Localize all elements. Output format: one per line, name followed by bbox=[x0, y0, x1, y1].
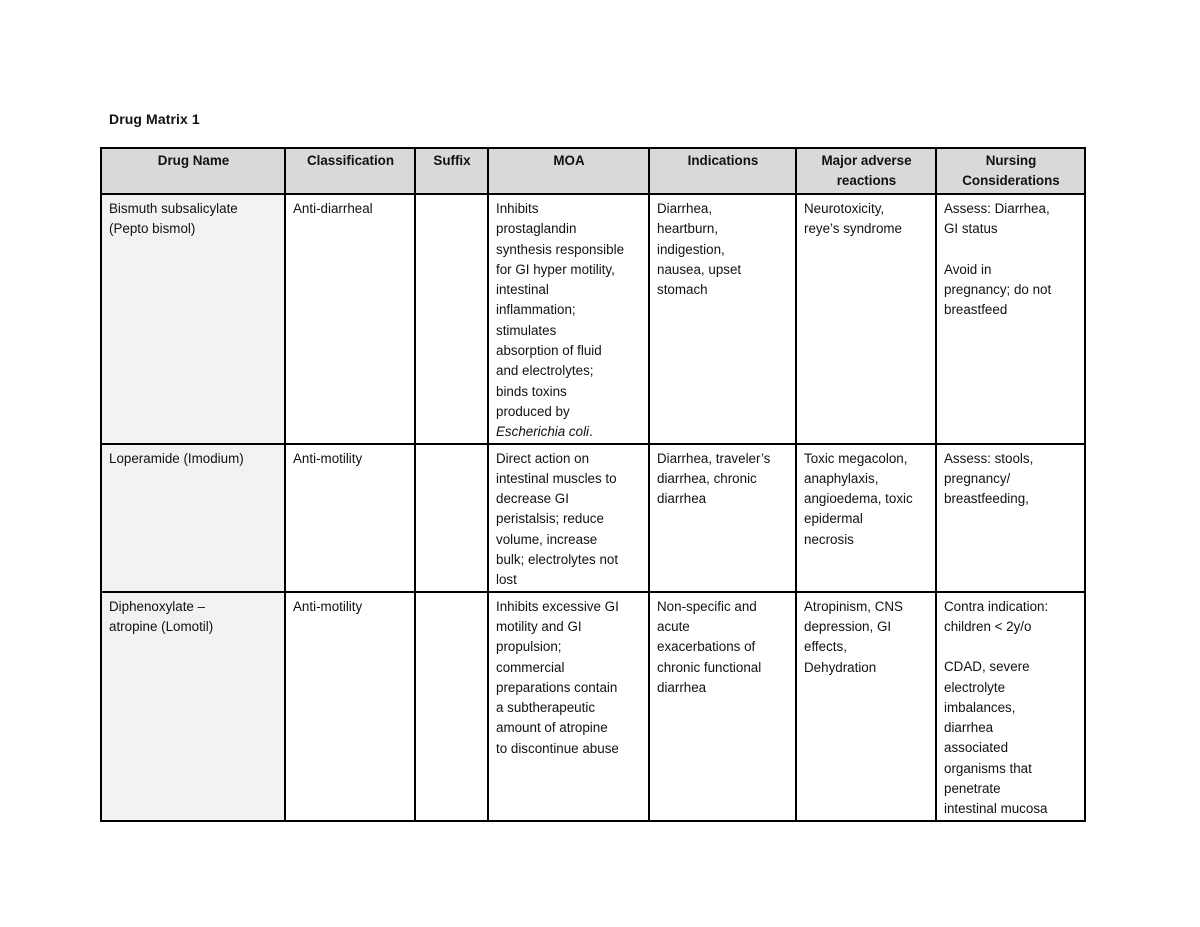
header-label: Drug Name bbox=[157, 153, 230, 168]
cell-nursing-considerations bbox=[936, 444, 1085, 592]
header-classification bbox=[285, 148, 415, 194]
cell-text: Inhibits excessive GI motility and GI propulsion; commercial preparations contain a subtherapeutic amount of atropine to discontinue abuse bbox=[496, 598, 619, 756]
cell-text: Loperamide (Imodium) bbox=[109, 450, 244, 466]
cell-text: Avoid in pregnancy; do not breastfeed bbox=[944, 261, 1052, 318]
cell-nursing-considerations bbox=[936, 592, 1085, 821]
cell-drug-name bbox=[101, 592, 285, 821]
cell-text: Inhibits prostaglandin synthesis responsible for GI hyper motility, intestinal inflammation; stimulates absorption of fluid and electrolytes; binds toxins produced by bbox=[496, 201, 625, 419]
cell-text: Assess: stools, pregnancy/ breastfeeding, bbox=[944, 450, 1034, 507]
header-suffix bbox=[415, 148, 488, 194]
cell-drug-name bbox=[101, 194, 285, 444]
cell-text: Diphenoxylate – atropine (Lomotil) bbox=[109, 598, 214, 634]
header-label: Major adverse reactions bbox=[821, 153, 912, 189]
cell-suffix bbox=[415, 444, 488, 592]
cell-text: Anti-motility bbox=[293, 598, 363, 614]
cell-text: CDAD, severe electrolyte imbalances, diarrhea associated organisms that penetrate intestinal mucosa bbox=[944, 659, 1048, 817]
drug-matrix-table bbox=[100, 147, 1086, 822]
header-row bbox=[101, 148, 1085, 194]
cell-suffix bbox=[415, 194, 488, 444]
cell-text-italic: Escherichia coli bbox=[496, 424, 590, 440]
cell-text: Non-specific and acute exacerbations of chronic functional diarrhea bbox=[657, 598, 762, 695]
cell-text: Toxic megacolon, anaphylaxis, angioedema, toxic epidermal necrosis bbox=[804, 450, 913, 547]
cell-text: Diarrhea, heartburn, indigestion, nausea, upset stomach bbox=[657, 201, 742, 298]
cell-text: Anti-diarrheal bbox=[293, 201, 373, 216]
cell-moa bbox=[488, 592, 649, 821]
cell-text: Contra indication: children < 2y/o bbox=[944, 598, 1049, 634]
header-label: Suffix bbox=[433, 153, 471, 168]
cell-text: Assess: Diarrhea, GI status bbox=[944, 201, 1050, 237]
cell-nursing-considerations bbox=[936, 194, 1085, 444]
cell-text: Atropinism, CNS depression, GI effects, Dehydration bbox=[804, 598, 903, 675]
paragraph-gap bbox=[944, 240, 1078, 260]
header-label: Indications bbox=[687, 153, 759, 168]
header-label: Classification bbox=[306, 153, 395, 168]
cell-classification bbox=[285, 444, 415, 592]
cell-moa bbox=[488, 444, 649, 592]
document-title: Drug Matrix 1 bbox=[109, 111, 200, 127]
header-adverse-reactions bbox=[796, 148, 936, 194]
cell-indications bbox=[649, 444, 796, 592]
cell-moa bbox=[488, 194, 649, 444]
table-row bbox=[101, 194, 1085, 444]
cell-adverse-reactions bbox=[796, 444, 936, 592]
cell-adverse-reactions bbox=[796, 592, 936, 821]
cell-text: Diarrhea, traveler’s diarrhea, chronic diarrhea bbox=[657, 450, 771, 507]
cell-text: Anti-motility bbox=[293, 450, 363, 466]
header-label: MOA bbox=[553, 153, 585, 168]
cell-classification bbox=[285, 592, 415, 821]
cell-drug-name bbox=[101, 444, 285, 592]
header-moa bbox=[488, 148, 649, 194]
cell-classification bbox=[285, 194, 415, 444]
table-row bbox=[101, 444, 1085, 592]
header-nursing-considerations bbox=[936, 148, 1085, 194]
cell-text: Neurotoxicity, reye’s syndrome bbox=[804, 201, 902, 237]
cell-indications bbox=[649, 194, 796, 444]
cell-text: Direct action on intestinal muscles to decrease GI peristalsis; reduce volume, increase bulk; electrolytes not lost bbox=[496, 450, 619, 588]
paragraph-gap bbox=[944, 637, 1078, 657]
cell-suffix bbox=[415, 592, 488, 821]
table-row bbox=[101, 592, 1085, 821]
cell-adverse-reactions bbox=[796, 194, 936, 444]
header-indications bbox=[649, 148, 796, 194]
header-drug-name bbox=[101, 148, 285, 194]
header-label: Nursing Considerations bbox=[962, 153, 1060, 189]
cell-text: Bismuth subsalicylate (Pepto bismol) bbox=[109, 201, 238, 237]
cell-text: . bbox=[589, 424, 593, 440]
cell-indications bbox=[649, 592, 796, 821]
